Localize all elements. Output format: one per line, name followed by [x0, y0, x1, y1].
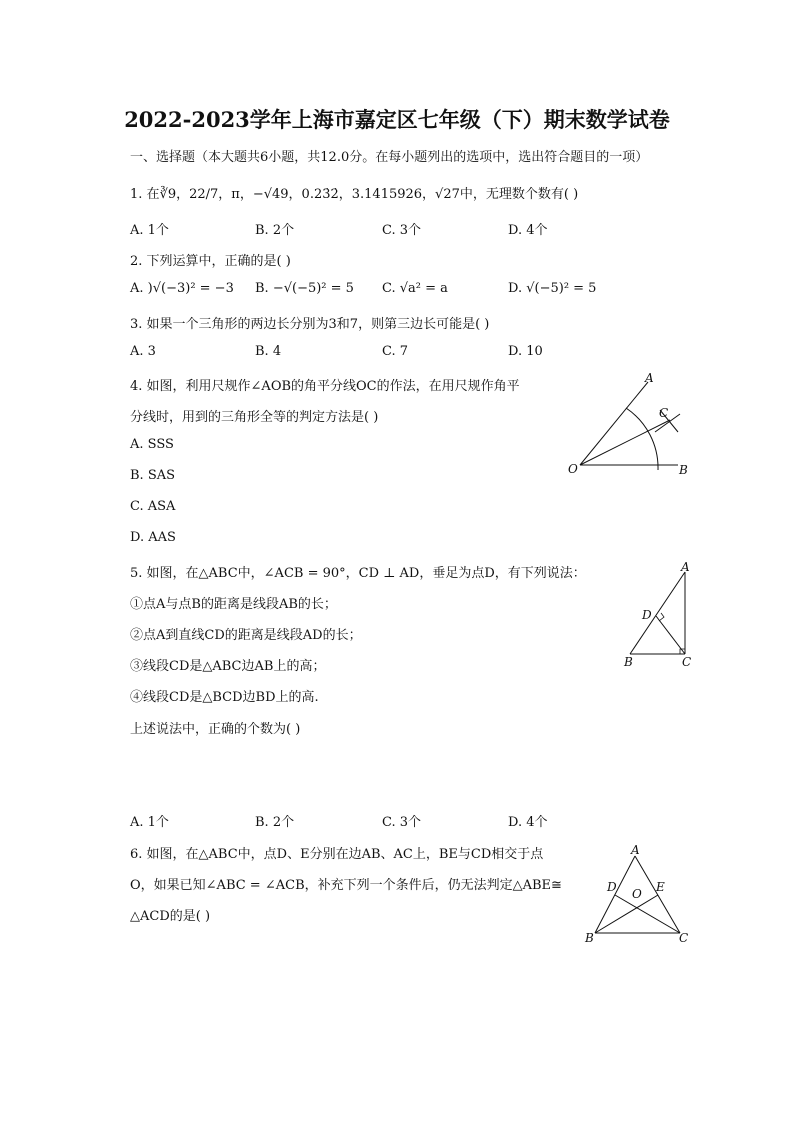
q5-item-2: ②点A到直线CD的距离是线段AD的长；: [130, 628, 362, 643]
q3-option-b[interactable]: B. 4: [255, 344, 282, 359]
q3-option-a[interactable]: A. 3: [130, 344, 156, 359]
q4-option-b[interactable]: B. SAS: [130, 468, 176, 483]
q5-item-4: ④线段CD是△BCD边BD上的高.: [130, 690, 319, 705]
q5-option-c[interactable]: C. 3个: [382, 815, 422, 830]
q4-option-c[interactable]: C. ASA: [130, 499, 176, 514]
page-title: 2022-2023学年上海市嘉定区七年级（下）期末数学试卷: [124, 107, 670, 132]
q5-ask: 上述说法中，正确的个数为( ): [130, 722, 301, 737]
q6-label-a: A: [631, 843, 640, 857]
q6-stem-line1: 6. 如图，在△ABC中，点D、E分别在边AB、AC上，BE与CD相交于点: [130, 847, 544, 862]
q1-option-d[interactable]: D. 4个: [508, 223, 548, 238]
q4-label-c: C: [659, 406, 669, 420]
q6-label-d: D: [607, 880, 617, 894]
q4-stem-line1: 4. 如图，利用尺规作∠AOB的角平分线OC的作法，在用尺规作角平: [130, 379, 520, 394]
q6-stem-line3: △ACD的是( ): [130, 909, 211, 924]
q5-option-d[interactable]: D. 4个: [508, 815, 548, 830]
q5-option-a[interactable]: A. 1个: [130, 815, 169, 830]
q4-label-o: O: [568, 462, 578, 476]
q3-option-c[interactable]: C. 7: [382, 344, 409, 359]
q6-stem-line2: O，如果已知∠ABC = ∠ACB，补充下列一个条件后，仍无法判定△ABE≅: [130, 878, 562, 893]
q6-isosceles-triangle-figure: [580, 840, 700, 950]
q6-label-o: O: [632, 887, 642, 901]
q3-stem: 3. 如果一个三角形的两边长分别为3和7，则第三边长可能是( ): [130, 317, 490, 332]
section-heading: 一、选择题（本大题共6小题，共12.0分。在每小题列出的选项中，选出符合题目的一项）: [130, 150, 649, 165]
q5-label-c: C: [682, 655, 692, 669]
q2-option-a[interactable]: A. )√(−3)² = −3: [130, 281, 234, 296]
q4-angle-bisector-figure: [560, 370, 700, 480]
q5-item-3: ③线段CD是△ABC边AB上的高；: [130, 659, 326, 674]
q2-option-b[interactable]: B. −√(−5)² = 5: [255, 281, 354, 296]
q6-label-e: E: [656, 880, 665, 894]
q6-label-c: C: [679, 931, 689, 945]
q2-option-d[interactable]: D. √(−5)² = 5: [508, 281, 597, 296]
q4-label-b: B: [679, 463, 688, 477]
q3-option-d[interactable]: D. 10: [508, 344, 543, 359]
q5-option-b[interactable]: B. 2个: [255, 815, 295, 830]
q1-option-b[interactable]: B. 2个: [255, 223, 295, 238]
q1-option-a[interactable]: A. 1个: [130, 223, 169, 238]
q2-option-c[interactable]: C. √a² = a: [382, 281, 448, 296]
q4-stem-line2: 分线时，用到的三角形全等的判定方法是( ): [130, 410, 379, 425]
q5-label-a: A: [681, 560, 690, 574]
q5-item-1: ①点A与点B的距离是线段AB的长；: [130, 597, 337, 612]
q5-label-d: D: [642, 608, 652, 622]
q2-stem: 2. 下列运算中，正确的是( ): [130, 254, 291, 269]
q5-right-triangle-figure: [615, 558, 705, 670]
q6-label-b: B: [585, 931, 594, 945]
q1-stem: 1. 在∛9，22/7，π，−√49，0.23̇2̇，3.1415926，√27中，无理数个数有( ): [130, 187, 579, 202]
q4-option-d[interactable]: D. AAS: [130, 530, 176, 545]
q5-stem: 5. 如图，在△ABC中，∠ACB = 90°，CD ⊥ AD，垂足为点D，有下列说法：: [130, 566, 586, 581]
q5-label-b: B: [624, 655, 633, 669]
q4-label-a: A: [645, 371, 654, 385]
q1-option-c[interactable]: C. 3个: [382, 223, 422, 238]
q4-option-a[interactable]: A. SSS: [130, 437, 174, 452]
